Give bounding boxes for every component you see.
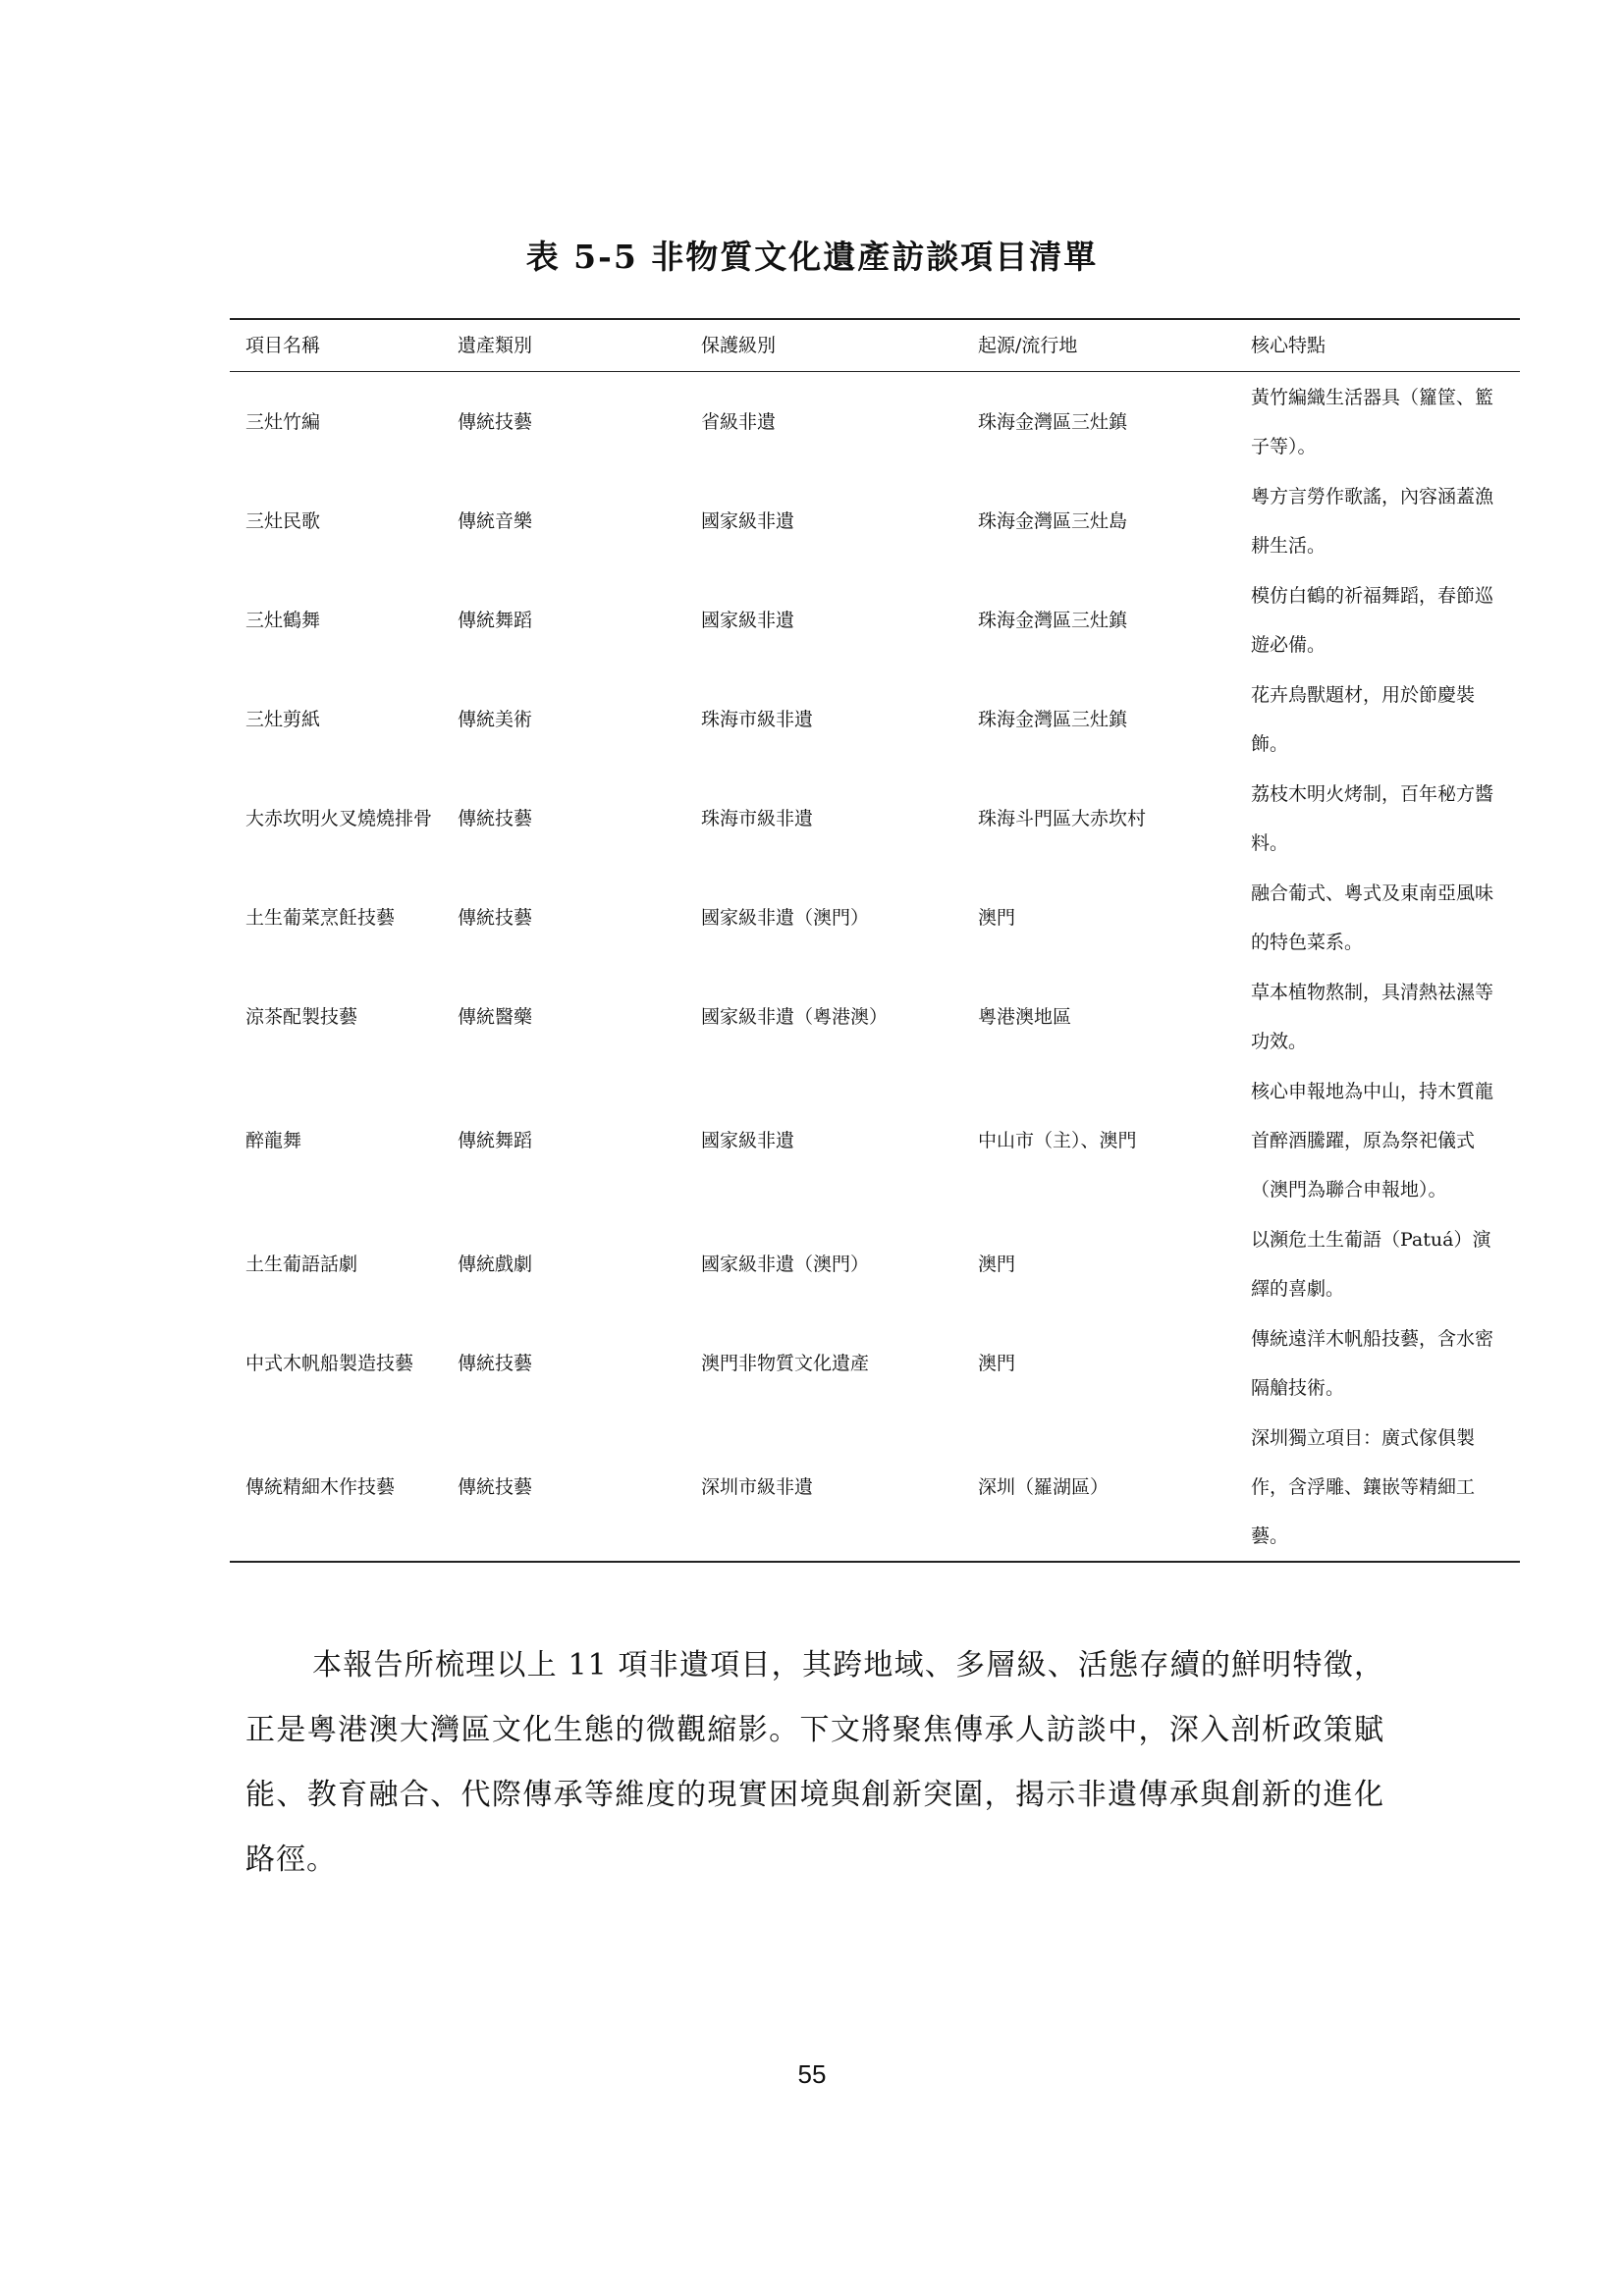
table-cell: 三灶民歌 [245,509,321,532]
table-cell: 傳統美術 [458,708,533,730]
table-row [230,372,1520,471]
table-row [230,471,1520,570]
table-cell: 國家級非遺（澳門） [701,906,870,929]
table-cell: 三灶剪紙 [245,708,321,730]
table-cell: 三灶竹編 [245,410,321,433]
table-row [230,769,1520,868]
table-cell: 國家級非遺 [701,509,795,532]
table-cell: 珠海市級非遺 [701,708,814,730]
table-header-row [230,320,1520,372]
table-cell: 傳統技藝 [458,1352,533,1374]
table-cell: 核心申報地為中山，持木質龍首醉酒騰躍，原為祭祀儀式（澳門為聯合申報地）。 [1251,1080,1494,1201]
header-cell: 保護級別 [701,335,777,356]
table-cell: 傳統舞蹈 [458,1129,533,1151]
table-cell: 傳統舞蹈 [458,609,533,631]
table-cell: 深圳（羅湖區） [978,1475,1110,1498]
table-cell: 傳統技藝 [458,1475,533,1498]
table-cell: 傳統戲劇 [458,1253,533,1275]
heritage-table [230,318,1520,1563]
table-cell: 珠海金灣區三灶鎮 [978,609,1128,631]
table-cell: 模仿白鶴的祈福舞蹈，春節巡遊必備。 [1251,584,1494,656]
table-cell: 珠海金灣區三灶島 [978,509,1128,532]
header-cell: 起源/流行地 [978,335,1078,356]
table-body [230,372,1520,1561]
table-cell: 土生葡語話劇 [245,1253,358,1275]
table-cell: 傳統精細木作技藝 [245,1475,396,1498]
table-cell: 傳統技藝 [458,906,533,929]
header-cell: 核心特點 [1251,335,1326,356]
table-cell: 土生葡菜烹飪技藝 [245,906,396,929]
table-cell: 黃竹編織生活器具（籮筐、籃子等）。 [1251,386,1494,457]
table-cell: 澳門非物質文化遺產 [701,1352,870,1374]
table-row [230,1214,1520,1313]
table-cell: 融合葡式、粵式及東南亞風味的特色菜系。 [1251,881,1494,953]
table-cell: 深圳獨立項目：廣式傢俱製作，含浮雕、鑲嵌等精細工藝。 [1251,1426,1476,1547]
table-cell: 澳門 [978,1253,1016,1275]
table-cell: 珠海斗門區大赤坎村 [978,807,1147,829]
table-cell: 澳門 [978,906,1016,929]
table-cell: 省級非遺 [701,410,777,433]
table-cell: 粵方言勞作歌謠，內容涵蓋漁耕生活。 [1251,485,1494,557]
table-cell: 以瀕危土生葡語（Patuá）演繹的喜劇。 [1251,1228,1491,1300]
body-paragraph: 本報告所梳理以上 11 項非遺項目，其跨地域、多層級、活態存續的鮮明特徵，正是粵港澳大灣區文化生態的微觀縮影。下文將聚焦傳承人訪談中，深入剖析政策賦能、教育融合、代際傳承等維度的現實困境與創新突圍，揭示非遺傳承與創新的進化路徑。 [245,1648,1384,1877]
table-cell: 醉龍舞 [245,1129,302,1151]
table-cell: 傳統音樂 [458,509,533,532]
table-cell: 國家級非遺（粵港澳） [701,1005,889,1028]
table-cell: 傳統技藝 [458,410,533,433]
table-cell: 國家級非遺（澳門） [701,1253,870,1275]
table-title: 表 5-5 非物質文化遺產訪談項目清單 [525,238,1099,276]
table-cell: 中式木帆船製造技藝 [245,1352,414,1374]
table-cell: 澳門 [978,1352,1016,1374]
table-cell: 珠海金灣區三灶鎮 [978,708,1128,730]
table-cell: 國家級非遺 [701,1129,795,1151]
table-cell: 傳統醫藥 [458,1005,533,1028]
table-cell: 中山市（主）、澳門 [978,1129,1137,1151]
header-cell: 項目名稱 [245,335,321,356]
table-cell: 珠海金灣區三灶鎮 [978,410,1128,433]
table-cell: 涼茶配製技藝 [245,1005,358,1028]
table-cell: 草本植物熬制，具清熱祛濕等功效。 [1251,981,1494,1052]
table-row [230,669,1520,769]
table-cell: 花卉鳥獸題材，用於節慶裝飾。 [1251,683,1476,755]
table-row [230,967,1520,1066]
table-cell: 粵港澳地區 [978,1005,1072,1028]
table-cell: 國家級非遺 [701,609,795,631]
table-row [230,1313,1520,1413]
header-cell: 遺產類別 [458,335,533,356]
table-cell: 珠海市級非遺 [701,807,814,829]
table-cell: 傳統技藝 [458,807,533,829]
table-row [230,1066,1520,1214]
table-cell: 深圳市級非遺 [701,1475,814,1498]
table-cell: 三灶鶴舞 [245,609,321,631]
table-cell: 傳統遠洋木帆船技藝，含水密隔艙技術。 [1251,1327,1494,1399]
page-number: 55 [797,2059,827,2089]
table-cell: 荔枝木明火烤制，百年秘方醬料。 [1251,782,1494,854]
table-row [230,570,1520,669]
table-row [230,868,1520,967]
table-row [230,1413,1520,1561]
table-cell: 大赤坎明火叉燒燒排骨 [245,807,433,829]
